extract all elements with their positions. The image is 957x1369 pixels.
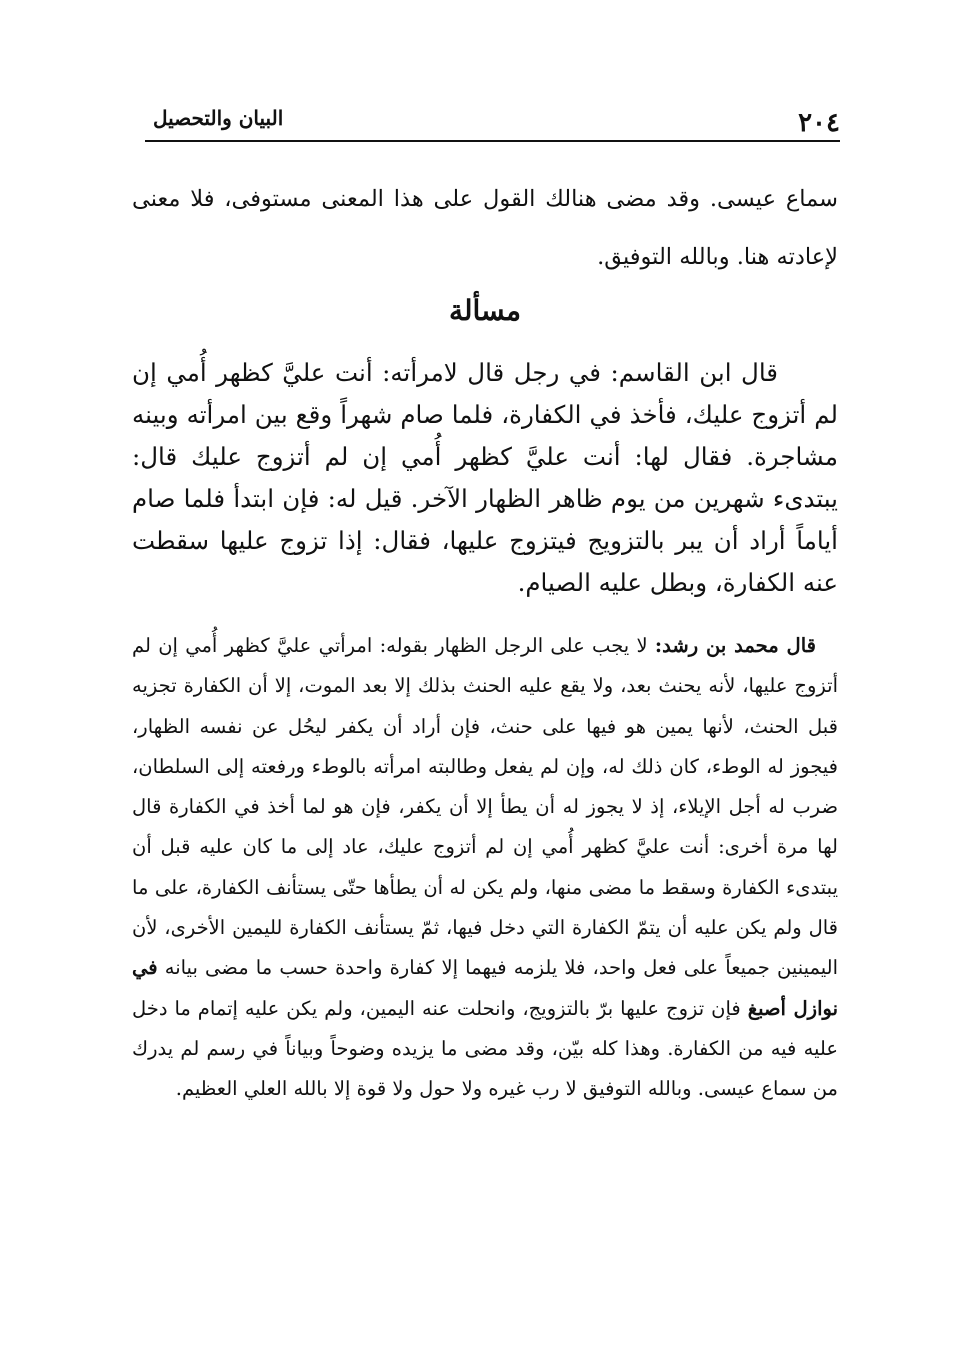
intro-paragraph: سماع عيسى. وقد مضى هنالك القول على هذا المعنى مستوفى، فلا معنى لإعادته هنا. وبالله التوفيق. (132, 186, 838, 270)
answer-text-part2: فإن تزوج عليها برّ بالتزويج، وانحلت عنه اليمين، ولم يكن عليه إتمام ما دخل عليه فيه من الكفارة. وهذا كله بيّن، وقد مضى ما يزيده وضوحاً وبياناً في رسم لم يدرك من سماع عيسى. وبالله التوفيق لا رب غيره ولا حول ولا قوة إلا بالله العلي العظيم. (132, 996, 838, 1101)
page-number: ٢٠٤ (798, 108, 840, 138)
question-paragraph: قال ابن القاسم: في رجل قال لامرأته: أنت عليَّ كظهر أُمي إن لم أتزوج عليك، فأخذ في الكفارة، فلما صام شهراً وقع بين امرأته وبينه مشاجرة. فقال لها: أنت عليَّ كظهر أُمي إن لم أتزوج عليك قال: يبتدىء شهرين من يوم ظاهر الظهار الآخر. قيل له: فإن ابتدأ فلما صام أياماً أراد أن يبر بالتزويج فيتزوج عليها، فقال: إذا تزوج عليها سقطت عنه الكفارة، وبطل عليه الصيام. (132, 358, 838, 597)
answer-paragraph (132, 626, 838, 1110)
running-title: البيان والتحصيل (153, 106, 284, 130)
answer-lead: قال محمد بن رشد: (654, 634, 816, 657)
book-reference: في نوازل أصبغ (132, 956, 839, 1020)
page-header (145, 96, 840, 142)
section-heading: مسألة (448, 294, 522, 327)
answer-text-part1: لا يجب على الرجل الظهار بقوله: امرأتي عليَّ كظهر أُمي إن لم أتزوج عليها، لأنه يحنث بعد، ولا يقع عليه الحنث بذلك إلا بعد الموت، إلا أن الكفارة تجزيه قبل الحنث، لأنها يمين هو فيها على حنث، فإن أراد أن يكفر ليحُل عن نفسه الظهار، فيجوز له الوطء، كان ذلك له، وإن لم يفعل وطالبته امرأته بالوطء ورفعته إلى السلطان، ضرب له أجل الإيلاء، إذ لا يجوز له أن يطأ إلا أن يكفر، فإن هو لما أخذ في الكفارة قال لها مرة أخرى: أنت عليَّ كظهر أُمي إن لم أتزوج عليك، عاد إلى ما كان عليه قبل أن يبتدىء الكفارة وسقط ما مضى منها، ولم يكن له أن يطأها حتّى يستأنف الكفارة، على ما قال ولم يكن عليه أن يتمّ الكفارة التي دخل فيها، ثمّ يستأنف الكفارة لليمين الأخرى، لأن اليمينين جميعاً على فعل واحد، فلا يلزمه فيهما إلا كفارة واحدة حسب ما مضى بيانه (132, 634, 838, 980)
